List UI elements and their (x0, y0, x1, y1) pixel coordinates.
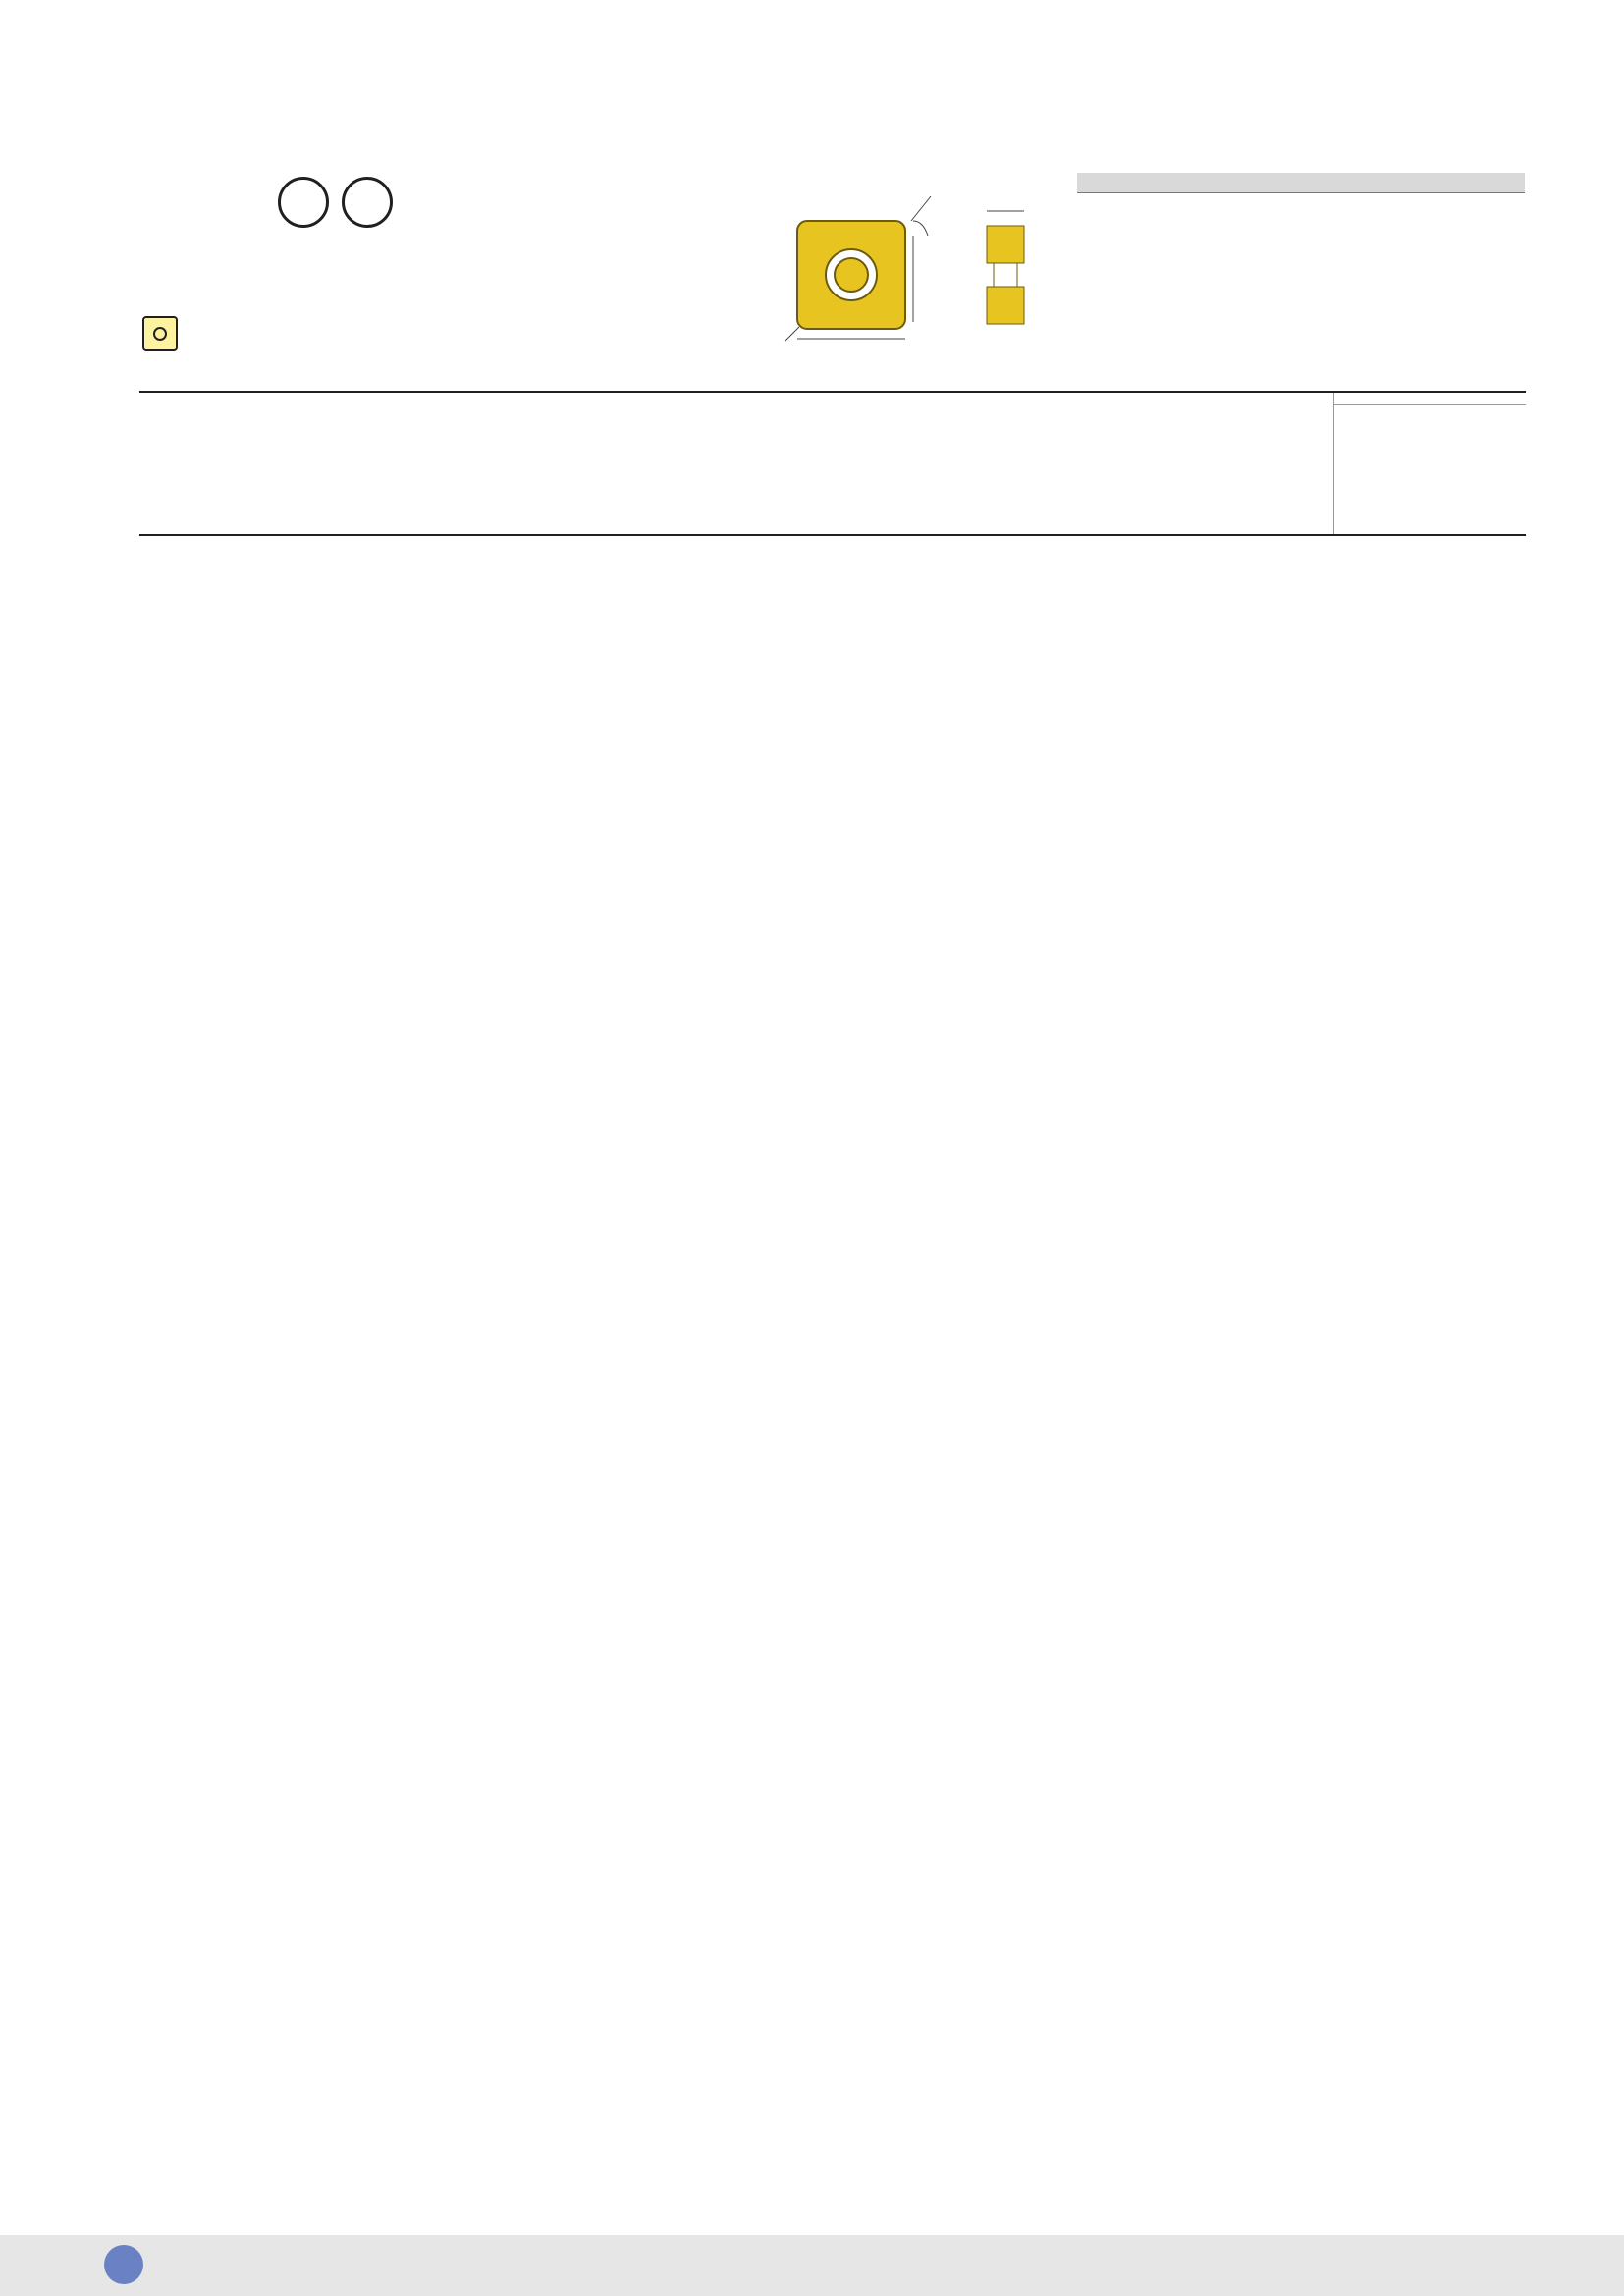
grade-grid (139, 552, 1526, 1753)
dimension-title (1301, 173, 1525, 192)
process-legend (1333, 393, 1526, 534)
section-badge (104, 2245, 143, 2284)
square-shape-icon (142, 316, 178, 351)
placeholder-circle-icon (342, 177, 393, 228)
footer (0, 2235, 1624, 2296)
workpiece-matrix (139, 391, 1526, 536)
dimension-table (1077, 173, 1525, 192)
process-title (1334, 399, 1526, 405)
placeholder-circle-icon (278, 177, 329, 228)
insert-diagram (766, 177, 1080, 363)
shape-label (142, 316, 215, 351)
